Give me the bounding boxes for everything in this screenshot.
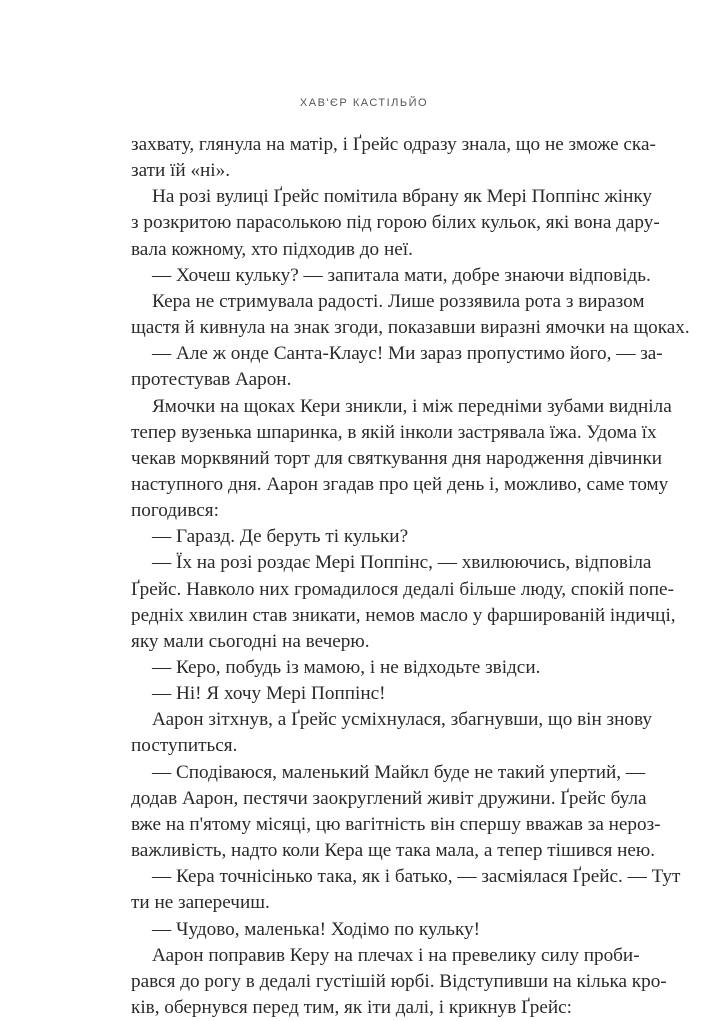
text-line: щастя й кивнула на знак згоди, показавши виразні ямочки на щоках.: [131, 317, 690, 339]
text-line: тепер вузенька шпаринка, в якій інколи застрявала їжа. Удома їх: [131, 421, 657, 443]
text-line: рався до рогу в дедалі густішій юрбі. Відступивши на кілька кро-: [131, 970, 667, 992]
text-line: чекав морквяний торт для святкування дня народження дівчинки: [131, 447, 663, 469]
text-line: редніх хвилин став зникати, немов масло у фаршированій індичці,: [131, 604, 676, 626]
text-line: — Чудово, маленька! Ходімо по кульку!: [152, 918, 480, 940]
text-line: додав Аарон, пестячи заокруглений живіт дружини. Ґрейс була: [131, 787, 647, 809]
text-line: Кера не стримувала радості. Лише роззявила рота з виразом: [152, 290, 645, 312]
text-line: ків, обернувся перед тим, як іти далі, і крикнув Ґрейс:: [131, 996, 572, 1018]
text-line: протестував Аарон.: [131, 369, 292, 391]
text-line: Ґрейс. Навколо них громадилося дедалі більше люду, спокій попе-: [131, 578, 674, 600]
text-line: — Хочеш кульку? — запитала мати, добре знаючи відповідь.: [152, 264, 651, 286]
text-line: — Їх на розі роздає Мері Поппінс, — хвилюючись, відповіла: [152, 552, 652, 574]
text-line: Аарон зітхнув, а Ґрейс усміхнулася, збагнувши, що він знову: [152, 709, 652, 731]
text-line: — Ні! Я хочу Мері Поппінс!: [152, 683, 386, 705]
text-line: Ямочки на щоках Кери зникли, і між передніми зубами видніла: [152, 395, 672, 417]
text-line: — Сподіваюся, маленький Майкл буде не такий упертий, —: [152, 761, 646, 783]
text-line: важливість, надто коли Кера ще така мала, а тепер тішився нею.: [131, 840, 656, 862]
text-line: вала кожному, хто підходив до неї.: [131, 238, 413, 260]
text-line: — Але ж онде Санта-Клаус! Ми зараз пропустимо його, — за-: [152, 343, 663, 365]
text-line: яку мали сьогодні на вечерю.: [131, 630, 370, 652]
text-line: зати їй «ні».: [131, 160, 231, 182]
text-line: — Гаразд. Де беруть ті кульки?: [152, 526, 409, 548]
text-line: погодився:: [131, 500, 219, 522]
text-line: Аарон поправив Керу на плечах і на превелику силу проби-: [152, 944, 640, 966]
running-header: ХАВ'ЄР КАСТІЛЬЙО: [299, 97, 429, 109]
text-line: поступиться.: [131, 735, 238, 757]
text-line: — Керо, побудь із мамою, і не відходьте звідси.: [152, 657, 541, 678]
text-line: На розі вулиці Ґрейс помітила вбрану як Мері Поппінс жінку: [152, 186, 653, 208]
text-line: — Кера точнісінько така, як і батько, — засміялася Ґрейс. — Тут: [152, 866, 681, 888]
text-line: наступного дня. Аарон згадав про цей день і, можливо, саме тому: [131, 473, 669, 495]
text-line: з розкритою парасолькою під горою білих кульок, які вона дару-: [131, 212, 660, 234]
text-line: вже на п'ятому місяці, цю вагітність він спершу вважав за нероз-: [131, 813, 661, 835]
text-line: захвату, глянула на матір, і Ґрейс одразу знала, що не зможе ска-: [131, 134, 656, 155]
text-line: ти не заперечиш.: [131, 892, 270, 914]
